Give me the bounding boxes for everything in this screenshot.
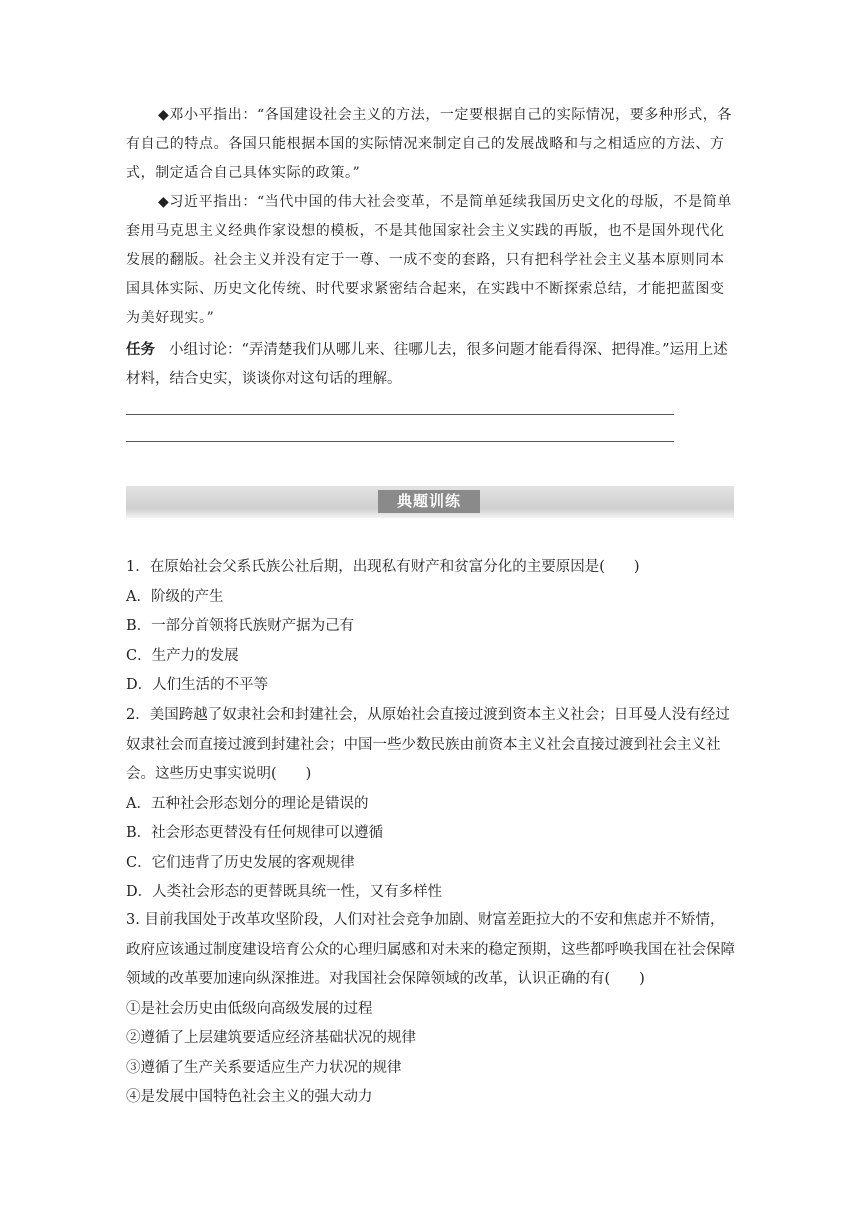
quote-deng-xiaoping: ◆邓小平指出：“各国建设社会主义的方法，一定要根据自己的实际情况，要多种形式，各有自己的特点。各国只能根据本国的实际情况来制定自己的发展战略和与之相适应的方法、方式，制定适合自己具体实际的政策。” bbox=[126, 107, 732, 181]
section-banner bbox=[126, 486, 734, 518]
option-d: D．人们生活的不平等 bbox=[126, 677, 269, 693]
task-block bbox=[126, 336, 736, 394]
option-a: A．阶级的产生 bbox=[126, 588, 224, 605]
question-1 bbox=[126, 553, 736, 701]
option-c: C．生产力的发展 bbox=[126, 647, 239, 664]
quote-xi-jinping: ◆习近平指出：“当代中国的伟大社会变革，不是简单延续我国历史文化的母版，不是简单套用马克思主义经典作家设想的模板，不是其他国家社会主义实践的再版，也不是国外现代化发展的翻版。社会主义并没有定于一尊、一成不变的套路，只有把科学社会主义基本原则同本国具体实际、历史文化传统、时代要求紧密结合起来，在实践中不断探索总结，才能把蓝图变为美好现实。” bbox=[126, 194, 732, 326]
answer-line-2[interactable] bbox=[126, 441, 674, 442]
section-title: 典题训练 bbox=[378, 490, 480, 513]
statement-4: ④是发展中国特色社会主义的强大动力 bbox=[126, 1089, 373, 1105]
option-b: B．一部分首领将氏族财产据为己有 bbox=[126, 618, 355, 634]
question-stem: 3. 目前我国处于改革攻坚阶段，人们对社会竞争加剧、财富差距拉大的不安和焦虑并不矫情，政府应该通过制度建设培育公众的心理归属感和对未来的稳定预期，这些都呼唤我国在社会保障领域的改革要加速向纵深推进。对我国社会保障领域的改革，认识正确的有( ) bbox=[126, 912, 735, 987]
task-label: 任务 bbox=[126, 342, 155, 358]
question-3 bbox=[126, 906, 736, 1113]
statement-1: ①是社会历史由低级向高级发展的过程 bbox=[126, 1000, 373, 1017]
task-text: 小组讨论：“弄清楚我们从哪儿来、往哪儿去，很多问题才能看得深、把得准。”运用上述材料，结合史实，谈谈你对这句话的理解。 bbox=[126, 342, 728, 387]
answer-line-1[interactable] bbox=[126, 414, 674, 415]
option-a: A．五种社会形态划分的理论是错误的 bbox=[126, 795, 369, 812]
option-c: C．它们违背了历史发展的客观规律 bbox=[126, 854, 355, 871]
statement-2: ②遵循了上层建筑要适应经济基础状况的规律 bbox=[126, 1030, 416, 1046]
statement-3: ③遵循了生产关系要适应生产力状况的规律 bbox=[126, 1059, 402, 1076]
question-stem: 2．美国跨越了奴隶社会和封建社会，从原始社会直接过渡到资本主义社会；日耳曼人没有经过奴隶社会而直接过渡到封建社会；中国一些少数民族由前资本主义社会直接过渡到社会主义社会。这些历史事实说明( ) bbox=[126, 707, 730, 782]
question-stem: 1．在原始社会父系氏族公社后期，出现私有财产和贫富分化的主要原因是( ) bbox=[126, 559, 640, 575]
option-d: D．人类社会形态的更替既具统一性，又有多样性 bbox=[126, 884, 443, 900]
option-b: B．社会形态更替没有任何规律可以遵循 bbox=[126, 825, 384, 841]
question-2 bbox=[126, 701, 736, 908]
